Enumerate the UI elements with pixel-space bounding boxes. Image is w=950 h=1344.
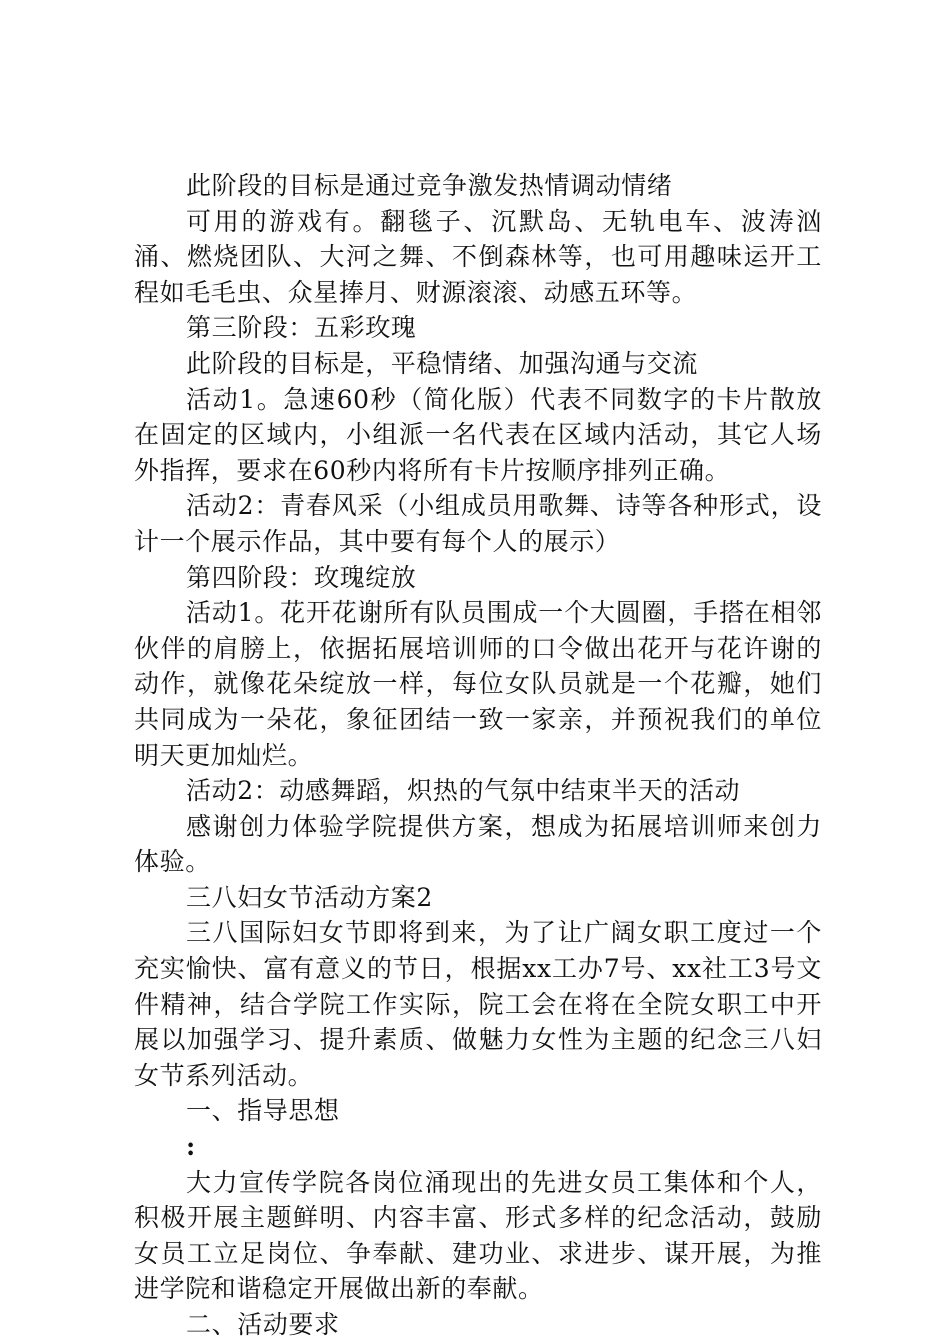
document-body	[134, 168, 822, 1343]
heading-plan-2: 三八妇女节活动方案2	[186, 882, 433, 912]
heading-stage-four: 第四阶段：玫瑰绽放	[186, 562, 417, 592]
heading-activity-requirements: 二、活动要求	[186, 1310, 340, 1339]
paragraph-stage-three-goal: 此阶段的目标是，平稳情绪、加强沟通与交流	[186, 348, 699, 378]
paragraph-activity-1-flowers: 活动1。花开花谢所有队员围成一个大圆圈，手搭在相邻伙伴的肩膀上，依据拓展培训师的口令做出花开与花许谢的动作，就像花朵绽放一样，每位女队员就是一个花瓣，她们共同成为一朵花，象征团结一致一家亲，并预祝我们的单位明天更加灿烂。	[134, 598, 822, 770]
heading-stage-three: 第三阶段：五彩玫瑰	[186, 313, 417, 343]
colon-mark: :	[186, 1132, 196, 1162]
paragraph-activity-2-youth: 活动2：青春风采（小组成员用歌舞、诗等各种形式，设计一个展示作品，其中要有每个人的展示）	[134, 491, 822, 556]
heading-guiding-ideology: 一、指导思想	[186, 1096, 340, 1126]
paragraph-activity-1-sixty-seconds: 活动1。急速60秒（简化版）代表不同数字的卡片散放在固定的区域内，小组派一名代表在区域内活动，其它人场外指挥，要求在60秒内将所有卡片按顺序排列正确。	[134, 384, 822, 485]
paragraph-games: 可用的游戏有。翻毯子、沉默岛、无轨电车、波涛汹涌、燃烧团队、大河之舞、不倒森林等，也可用趣味运开工程如毛毛虫、众星捧月、财源滚滚、动感五环等。	[134, 206, 822, 307]
paragraph-plan-intro: 三八国际妇女节即将到来，为了让广阔女职工度过一个充实愉快、富有意义的节日，根据xx工办7号、xx社工3号文件精神，结合学院工作实际，院工会在将在全院女职工中开展以加强学习、提升素质、做魅力女性为主题的纪念三八妇女节系列活动。	[134, 918, 822, 1090]
paragraph-stage-goal: 此阶段的目标是通过竞争激发热情调动情绪	[186, 171, 673, 200]
paragraph-thanks: 感谢创力体验学院提供方案，想成为拓展培训师来创力体验。	[134, 811, 822, 877]
paragraph-activity-2-dance: 活动2：动感舞蹈，炽热的气氛中结束半天的活动	[186, 776, 741, 806]
paragraph-guiding-ideology-body: 大力宣传学院各岗位涌现出的先进女员工集体和个人，积极开展主题鲜明、内容丰富、形式多样的纪念活动，鼓励女员工立足岗位、争奉献、建功业、求进步、谋开展，为推进学院和谐稳定开展做出新的奉献。	[134, 1167, 822, 1304]
